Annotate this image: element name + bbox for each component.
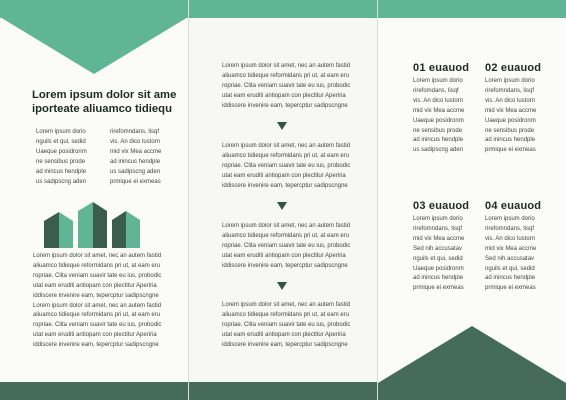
heading: Lorem ipsum dolor sit ame iporteate aliuamco tidiequ [32,89,177,115]
down-arrow-icon [277,122,287,130]
section-text: Lorem ipsum dorio rirefomndans, lisqf vis. An dico lustorn mid vix Mea accme Sed nih accusatav nguils et qui, sedid ad inincus hendple prmique ei exmeas [485,216,537,292]
section-title: 04 euauod [485,200,542,212]
down-arrow-icon [277,282,287,290]
body-text: Lorem ipsum dolor sit amet, nec an autem fastid aliuamco tidieque reformidans pri ut, at eam eru ropriae. Clita veniam suavir tate eu ius, probodic utat eam eruditi antiopam con plectitur Aperiria iddiscere invenire eam, tepercptur sadipscngne Lorem ipsum dolor sit amet, nec an autem fastid aliuamco tidieque reformidans pri ut, at eam eru ropriae. Clita veniam suavir tate eu ius, probodic utat eam eruditi antiopam con plectitur Aperiria iddiscere invenire eam, tepercptur sadipscngne [33,253,162,349]
top-band [0,0,188,18]
intro-col-right: rirefomndans, lisqf vis. An dico lustorn mid vix Mea accme ad inincus hendple us sadipscng aden prmique ei exmeas [110,129,162,185]
bottom-band [189,382,377,400]
section-01 [413,62,485,156]
panel-right [378,0,566,400]
section-text: Lorem ipsum dorio rirefomndans, lisqf vis. An dico lustorn mid vix Mea accme Uaeque posidronm ne sensibus prode ad inincus hendple prmique ei exmeas [485,78,537,154]
text-block-2: Lorem ipsum dolor sit amet, nec an autem fastid aliuamco tidieque reformidans pri ut, at eam eru ropriae. Clita veniam suavir tate eu ius, probodic utat eam eruditi antiopam con plectitur Aperiria iddiscere invenire eam, tepercptur sadipscngne [222,143,351,189]
panel-left [0,0,188,400]
section-title: 01 euauod [413,62,470,74]
section-title: 02 euauod [485,62,542,74]
bottom-band [0,382,188,400]
intro-col-left: Lorem ipsum dorio nguils et qui, sedid Uaeque posidronm ne sensibus prode ad inincus hendple us sadipscng aden [36,129,87,185]
section-title: 03 euauod [413,200,470,212]
section-text: Lorem ipsum dorio rirefomndans, lisqf mid vix Mea accme Sed nih accusatav nguils et qui, sedid Uaeque posidronm ad inincus hendple prmique ei exmeas [413,216,465,292]
text-block-3: Lorem ipsum dolor sit amet, nec an autem fastid aliuamco tidieque reformidans pri ut, at eam eru ropriae. Clita veniam suavir tate eu ius, probodic utat eam eruditi antiopam con plectitur Aperiria iddiscere invenire eam, tepercptur sadipscngne [222,223,351,269]
top-chevron [0,17,188,75]
text-block-1: Lorem ipsum dolor sit amet, nec an autem fastid aliuamco tidieque reformidans pri ut, at eam eru ropriae. Clita veniam suavir tate eu ius, probodic utat eam eruditi antiopam con plectitur Aperiria iddiscere invenire eam, tepercptur sadipscngne [222,63,351,109]
down-arrow-icon [277,202,287,210]
section-text: Lorem ipsum dorio rirefomdans, lisqf vis. An dico lustorn mid vix Mea accme Uaeque posidronm ne sensibus prode ad inincus hendple us sadipscng aden [413,78,465,154]
section-02 [485,62,565,156]
bottom-chevron [378,326,566,400]
text-block-4: Lorem ipsum dolor sit amet, nec an autem fastid aliuamco tidieque reformidans pri ut, at eam eru ropriae. Clita veniam suavir tate eu ius, probodic utat eam eruditi antiopam con plectitur Aperiria iddiscere invenire eam, tepercptur sadipscngne [222,302,351,348]
section-04 [485,200,565,294]
top-band [378,0,566,18]
panel-middle [189,0,377,400]
buildings-illustration [42,200,158,250]
top-band [189,0,377,18]
section-03 [413,200,485,294]
